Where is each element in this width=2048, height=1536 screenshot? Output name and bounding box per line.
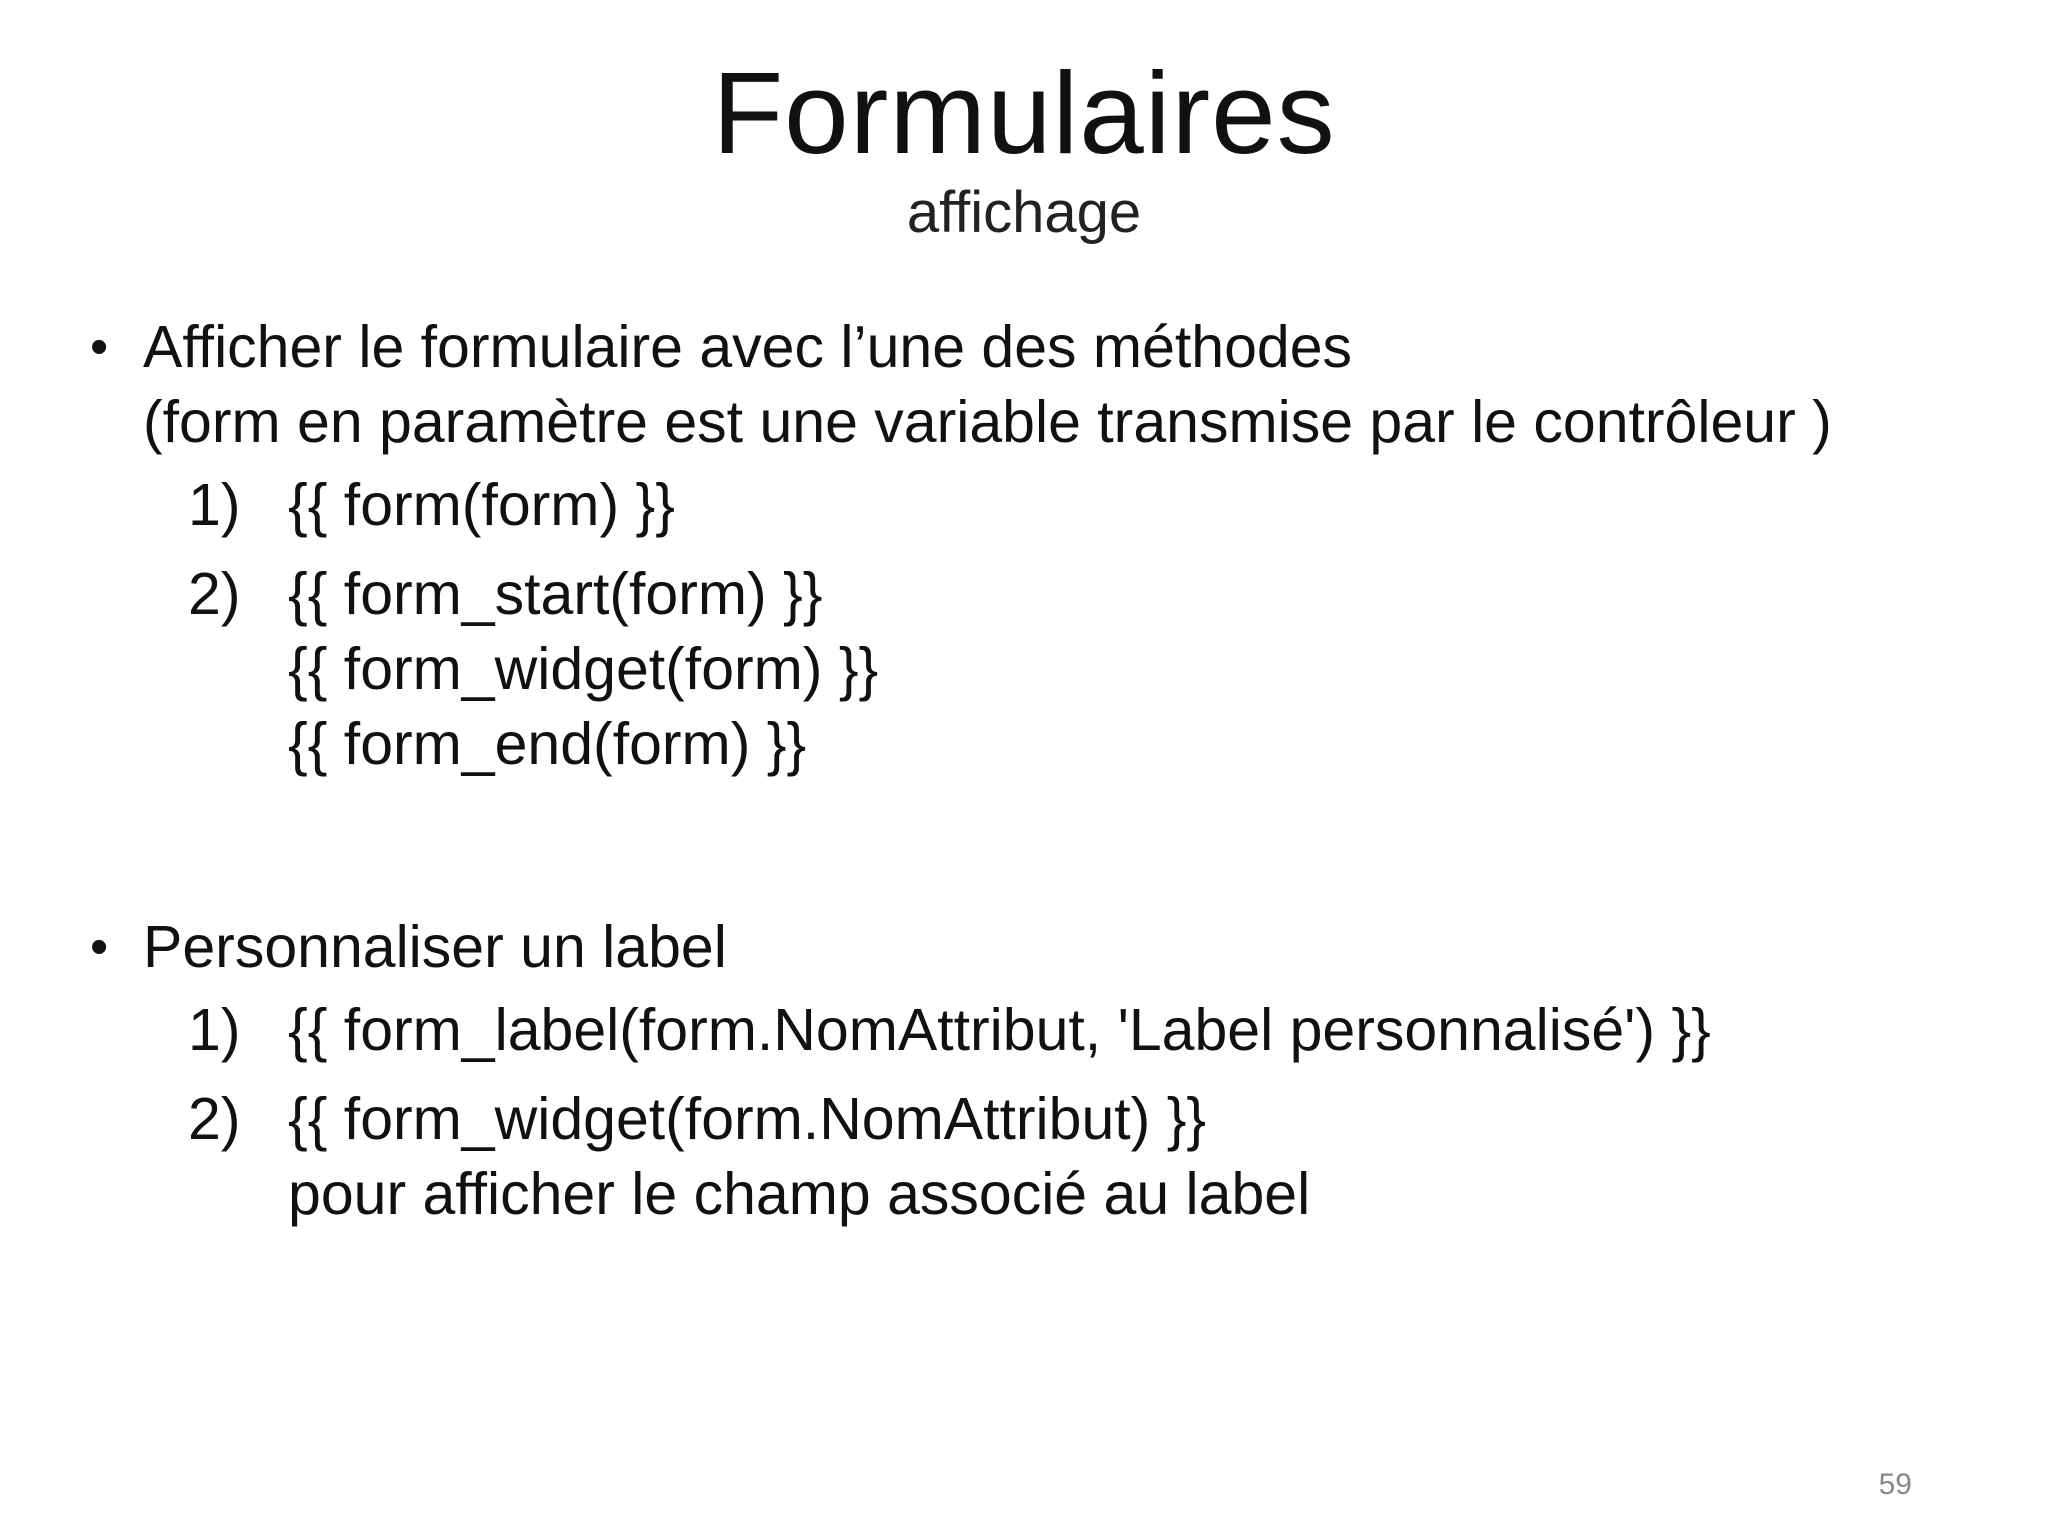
code-line: {{ form_widget(form) }}	[288, 636, 879, 702]
item-number: 2)	[188, 1086, 241, 1152]
slide-body	[88, 310, 1988, 1246]
numbered-item	[188, 1082, 1988, 1232]
bullet-icon: •	[90, 318, 109, 376]
numbered-item	[188, 468, 1988, 543]
numbered-list	[188, 468, 1988, 782]
slide-title: Formulaires	[712, 48, 1336, 178]
numbered-item	[188, 557, 1988, 782]
code-line: {{ form_end(form) }}	[288, 711, 807, 777]
bullet-item	[88, 910, 1988, 985]
code-line: {{ form_start(form) }}	[288, 561, 823, 627]
bullet-line: (form en paramètre est une variable transmise par le contrôleur )	[143, 389, 1832, 455]
code-line: {{ form(form) }}	[288, 472, 675, 538]
item-number: 1)	[188, 997, 241, 1063]
bullet-line: Afficher le formulaire avec l’une des méthodes	[143, 314, 1353, 380]
bullet-item	[88, 310, 1988, 460]
bullet-icon: •	[90, 918, 109, 976]
page-number: 59	[1878, 1468, 1912, 1501]
bullet-text	[143, 310, 1988, 460]
code-line: {{ form_label(form.NomAttribut, 'Label personnalisé') }}	[288, 997, 1711, 1063]
bullet-text	[143, 910, 1988, 985]
bullet-section-label	[88, 910, 1988, 1232]
item-number: 1)	[188, 472, 241, 538]
bullet-line: Personnaliser un label	[143, 914, 727, 980]
slide-subtitle: affichage	[906, 180, 1142, 245]
description-line: pour afficher le champ associé au label	[288, 1161, 1311, 1227]
code-line: {{ form_widget(form.NomAttribut) }}	[288, 1086, 1207, 1152]
numbered-item	[188, 993, 1988, 1068]
item-number: 2)	[188, 561, 241, 627]
numbered-list	[188, 993, 1988, 1232]
bullet-section-display	[88, 310, 1988, 782]
